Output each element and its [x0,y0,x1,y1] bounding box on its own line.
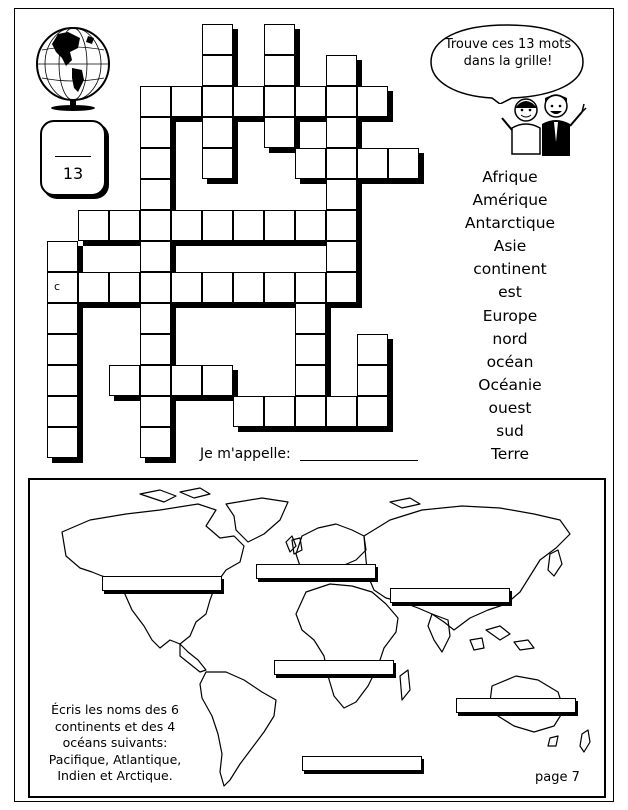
grid-cell[interactable] [357,396,388,427]
score-total: 13 [62,164,84,183]
grid-cell[interactable] [140,303,171,334]
word-item: continent [473,260,547,279]
grid-cell[interactable] [264,24,295,55]
grid-cell[interactable] [295,303,326,334]
grid-cell[interactable] [357,365,388,396]
grid-cell[interactable] [202,86,233,117]
word-item: Afrique [482,168,538,186]
grid-cell[interactable] [202,272,233,303]
word-item: Asie [493,237,527,256]
grid-cell[interactable] [140,86,171,117]
label-box-1[interactable] [102,576,222,591]
grid-cell[interactable] [140,241,171,272]
grid-cell[interactable] [295,272,326,303]
grid-cell[interactable] [78,210,109,241]
grid-cell[interactable] [264,55,295,86]
grid-cell[interactable] [171,365,202,396]
name-line[interactable] [300,460,418,461]
grid-cell[interactable] [140,179,171,210]
grid-cell[interactable] [326,86,357,117]
grid-cell[interactable] [357,86,388,117]
page-number: page 7 [535,770,580,785]
grid-cell[interactable] [326,179,357,210]
grid-cell[interactable] [171,86,202,117]
word-item: est [498,283,522,302]
grid-cell[interactable] [233,210,264,241]
grid-cell[interactable] [357,148,388,179]
grid-cell[interactable] [140,148,171,179]
grid-cell[interactable] [202,210,233,241]
instructions-text: Écris les noms des 6 continents et des 4 océans suivants: Pacifique, Atlantique, Indien et Arctique. [48,702,182,783]
word-item: nord [492,329,528,348]
grid-cell[interactable] [357,334,388,365]
grid-cell[interactable] [388,148,419,179]
name-label: Je m'appelle: [200,446,291,462]
grid-cell[interactable] [233,272,264,303]
grid-cell[interactable] [140,365,171,396]
grid-cell[interactable] [326,210,357,241]
word-item: Europe [482,306,538,325]
word-item: océan [486,352,534,371]
grid-cell[interactable] [326,55,357,86]
grid-cell[interactable] [202,117,233,148]
grid-cell[interactable] [295,148,326,179]
grid-cell[interactable] [47,303,78,334]
grid-cell[interactable] [47,241,78,272]
grid-cell[interactable] [295,396,326,427]
grid-cell[interactable] [47,427,78,458]
grid-cell[interactable] [109,365,140,396]
grid-cell[interactable] [264,210,295,241]
grid-cell[interactable] [326,117,357,148]
grid-cell[interactable] [326,396,357,427]
word-item: sud [496,422,524,441]
grid-cell[interactable] [326,272,357,303]
grid-cell[interactable] [109,210,140,241]
grid-cell[interactable] [140,210,171,241]
grid-cell[interactable] [295,210,326,241]
label-box-2[interactable] [256,564,376,579]
grid-cell[interactable] [78,272,109,303]
word-item: Océanie [478,375,542,394]
grid-cell[interactable] [47,365,78,396]
grid-cell[interactable] [140,427,171,458]
grid-cell[interactable] [47,334,78,365]
label-box-6[interactable] [302,756,422,771]
label-box-3[interactable] [390,588,510,603]
grid-cell[interactable] [202,55,233,86]
grid-cell[interactable] [264,272,295,303]
label-box-5[interactable] [456,698,576,713]
grid-cell[interactable] [295,86,326,117]
grid-cell[interactable] [140,334,171,365]
word-item: Amérique [472,191,548,210]
grid-cell[interactable] [295,334,326,365]
grid-cell[interactable] [264,396,295,427]
grid-cell[interactable] [47,396,78,427]
grid-clue-letter: c [54,280,61,293]
grid-cell[interactable] [264,86,295,117]
grid-cell[interactable] [140,396,171,427]
grid-cell[interactable] [109,272,140,303]
grid-cell[interactable] [264,117,295,148]
grid-cell[interactable] [202,148,233,179]
label-box-4[interactable] [274,660,394,675]
grid-cell[interactable] [171,272,202,303]
grid-cell[interactable] [140,272,171,303]
word-item: Antarctique [464,214,556,233]
grid-cell[interactable] [202,24,233,55]
bubble-text: Trouve ces 13 mots dans la grille! [444,37,572,69]
grid-cell[interactable] [140,117,171,148]
grid-cell[interactable] [202,365,233,396]
grid-cell[interactable] [171,210,202,241]
word-item: ouest [488,398,532,417]
word-item: Terre [490,445,530,464]
grid-cell[interactable] [295,365,326,396]
grid-cell[interactable] [326,148,357,179]
grid-cell[interactable] [47,272,78,303]
grid-cell[interactable] [326,241,357,272]
grid-cell[interactable] [233,396,264,427]
grid-cell[interactable] [233,86,264,117]
